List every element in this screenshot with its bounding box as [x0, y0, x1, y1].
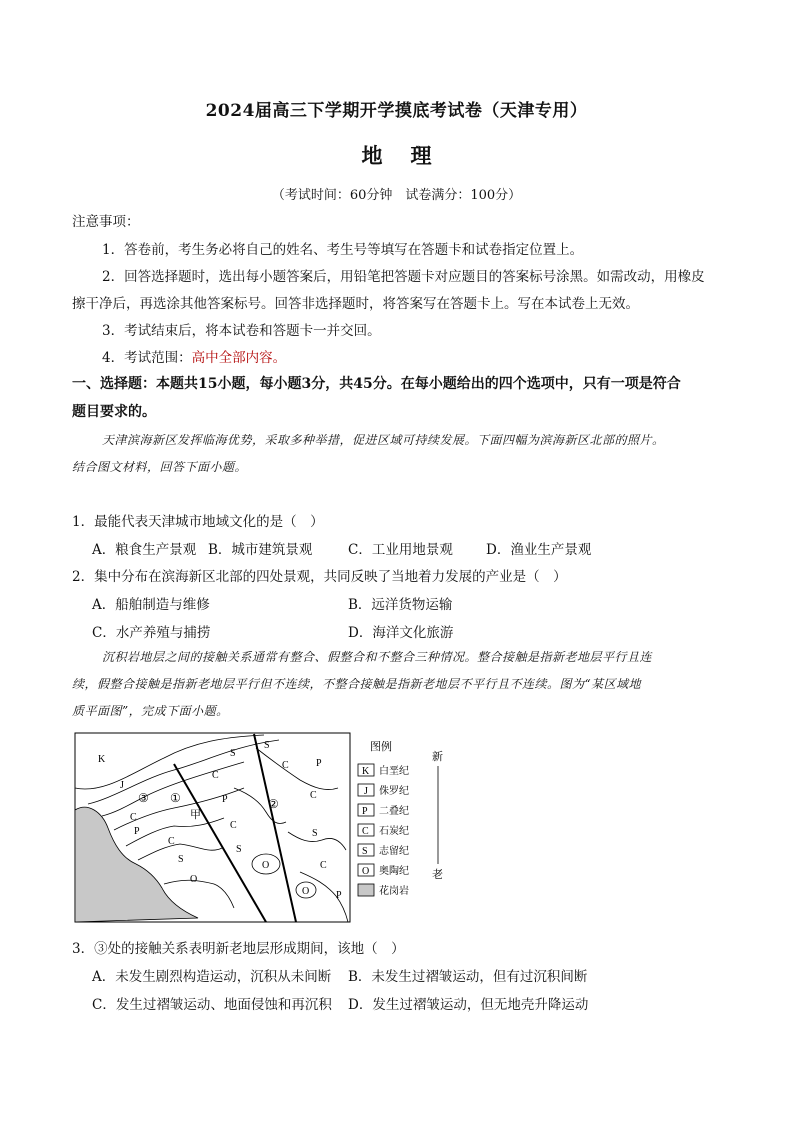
legend-code: C: [362, 826, 369, 837]
q1-option-c[interactable]: C．工业用地景观: [348, 542, 453, 558]
stratum-code-c: C: [230, 820, 237, 831]
notes-heading: 注意事项：: [72, 214, 140, 230]
stratum-code-s: S: [178, 854, 184, 865]
q1-option-a[interactable]: A．粮食生产景观: [92, 542, 197, 558]
stratum-code-o: O: [262, 860, 270, 871]
q1-option-d[interactable]: D．渔业生产景观: [486, 542, 592, 558]
stratum-code-s: S: [312, 828, 318, 839]
stratum-code-k: K: [98, 754, 106, 765]
q2-option-a[interactable]: A．船舶制造与维修: [92, 597, 210, 613]
stratum-code-s: S: [264, 740, 270, 751]
stratum-code-p: P: [134, 826, 140, 837]
subject-title: 地理: [361, 143, 460, 168]
question-3-stem: 3．③处的接触关系表明新老地层形成期间，该地（ ）: [72, 941, 405, 957]
point-3-label: ③: [138, 791, 149, 805]
stratum-code-j: J: [120, 780, 124, 791]
note-item-1: 1．答卷前，考生务必将自己的姓名、考生号等填写在答题卡和试卷指定位置上。: [102, 242, 584, 258]
note-item-4-prefix: 4．考试范围：: [102, 350, 192, 366]
exam-scope: 高中全部内容。: [191, 350, 287, 366]
granite-swatch: [358, 884, 374, 896]
legend-title: 图例: [370, 741, 392, 753]
section-heading-cont: 题目要求的。: [72, 404, 156, 420]
legend-code: P: [362, 806, 368, 817]
passage-2-line-2: 续，假整合接触是指新老地层平行但不连续，不整合接触是指新老地层不平行且不连续。图为“某区域地: [72, 677, 642, 691]
legend-name: 二叠纪: [379, 806, 409, 817]
q2-option-b[interactable]: B．远洋货物运输: [348, 597, 453, 613]
legend-name: 花岗岩: [379, 886, 409, 897]
note-item-3: 3．考试结束后，将本试卷和答题卡一并交回。: [102, 323, 381, 339]
legend-name: 志留纪: [379, 846, 409, 857]
stratum-code-c: C: [168, 836, 175, 847]
stratum-code-c: C: [212, 770, 219, 781]
age-new-label: 新: [432, 751, 443, 763]
point-1-label: ①: [170, 791, 181, 805]
age-old-label: 老: [432, 869, 443, 881]
stratum-code-p: P: [316, 758, 322, 769]
passage-1-line-2: 结合图文材料，回答下面小题。: [72, 460, 248, 474]
q1-option-b[interactable]: B．城市建筑景观: [208, 542, 313, 558]
note-item-4: [102, 346, 286, 366]
passage-2-line-3: 质平面图”，完成下面小题。: [72, 704, 229, 718]
legend-code: K: [362, 766, 370, 777]
exam-title: 2024届高三下学期开学摸底考试卷（天津专用）: [205, 101, 588, 121]
note-item-2: 2．回答选择题时，选出每小题答案后，用铅笔把答题卡对应题目的答案标号涂黑。如需改动，用橡皮: [102, 269, 705, 285]
legend-name: 石炭纪: [379, 826, 409, 837]
legend-name: 侏罗纪: [379, 786, 409, 797]
stratum-code-c: C: [320, 860, 327, 871]
q3-option-d[interactable]: D．发生过褶皱运动，但无地壳升降运动: [348, 997, 589, 1013]
q3-option-c[interactable]: C．发生过褶皱运动、地面侵蚀和再沉积: [92, 997, 332, 1013]
note-item-2-cont: 擦干净后，再选涂其他答案标号。回答非选择题时，将答案写在答题卡上。写在本试卷上无效。: [72, 296, 639, 312]
legend-name: 奥陶纪: [379, 866, 409, 877]
jia-label: 甲: [190, 809, 201, 821]
passage-1-line-1: 天津滨海新区发挥临海优势，采取多种举措，促进区域可持续发展。下面四幅为滨海新区北部的照片。: [102, 433, 665, 447]
legend-code: S: [362, 846, 368, 857]
stratum-code-p: P: [222, 794, 228, 805]
stratum-code-c: C: [282, 760, 289, 771]
question-2-stem: 2．集中分布在滨海新区北部的四处景观，共同反映了当地着力发展的产业是（ ）: [72, 569, 567, 585]
stratum-code-s: S: [230, 748, 236, 759]
q3-option-b[interactable]: B．未发生过褶皱运动，但有过沉积间断: [348, 969, 588, 985]
legend-code: J: [364, 786, 368, 797]
time-info: （考试时间：60分钟 试卷满分：100分）: [271, 188, 522, 203]
q2-option-c[interactable]: C．水产养殖与捕捞: [92, 625, 211, 641]
q2-option-d[interactable]: D．海洋文化旅游: [348, 625, 454, 641]
stratum-code-o: O: [190, 874, 198, 885]
geologic-map: [74, 732, 452, 924]
stratum-code-p: P: [336, 890, 342, 901]
stratum-code-s: S: [236, 844, 242, 855]
stratum-code-o: O: [302, 886, 310, 897]
question-1-stem: 1．最能代表天津城市地域文化的是（ ）: [72, 514, 324, 530]
stratum-code-c: C: [310, 790, 317, 801]
legend-items: [358, 764, 409, 897]
point-2-label: ②: [268, 797, 279, 811]
passage-2-line-1: 沉积岩地层之间的接触关系通常有整合、假整合和不整合三种情况。整合接触是指新老地层平行且连: [102, 650, 653, 664]
legend-code: O: [362, 866, 370, 877]
legend-name: 白垩纪: [379, 766, 409, 777]
stratum-code-c: C: [130, 812, 137, 823]
section-heading: 一、选择题：本题共15小题，每小题3分，共45分。在每小题给出的四个选项中，只有一项是符合: [72, 376, 681, 392]
q3-option-a[interactable]: A．未发生剧烈构造运动，沉积从未间断: [92, 969, 332, 985]
